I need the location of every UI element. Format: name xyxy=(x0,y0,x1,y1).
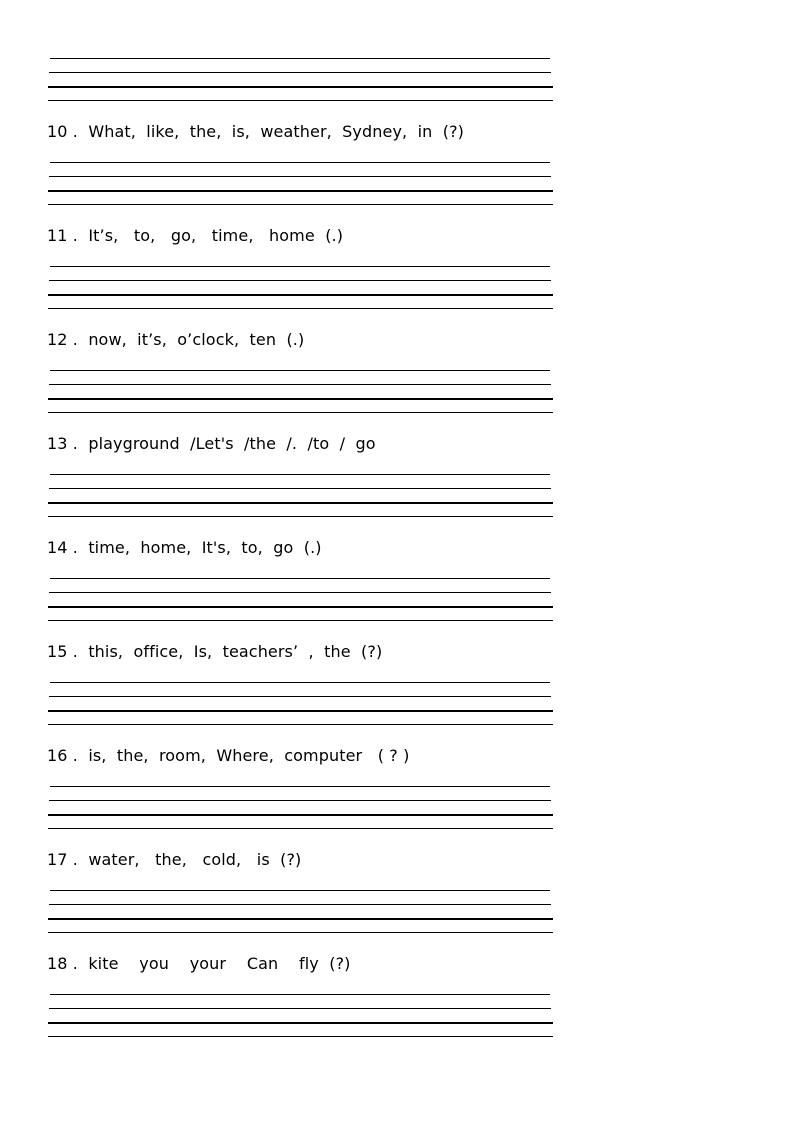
writing-line xyxy=(48,204,553,205)
question-separator: . xyxy=(67,226,89,245)
question-14 xyxy=(47,538,322,558)
writing-line xyxy=(48,814,553,816)
writing-line xyxy=(48,294,553,296)
writing-line xyxy=(50,162,550,163)
writing-line xyxy=(49,800,551,801)
question-separator: . xyxy=(67,330,89,349)
writing-lines-q9[interactable] xyxy=(48,58,553,102)
writing-line xyxy=(48,398,553,400)
writing-lines-q12[interactable] xyxy=(48,370,553,414)
writing-line xyxy=(50,474,550,475)
question-prompt: now, it’s, o’clock, ten (.) xyxy=(88,330,305,349)
writing-lines-q11[interactable] xyxy=(48,266,553,310)
question-number: 14 xyxy=(47,538,68,557)
writing-line xyxy=(48,606,553,608)
writing-line xyxy=(48,190,553,192)
writing-lines-q15[interactable] xyxy=(48,682,553,726)
question-prompt: this, office, Is, teachers’ , the (?) xyxy=(88,642,383,661)
question-12 xyxy=(47,330,304,350)
question-13 xyxy=(47,434,376,454)
question-18 xyxy=(47,954,351,974)
writing-line xyxy=(48,1022,553,1024)
writing-line xyxy=(48,516,553,517)
writing-line xyxy=(48,828,553,829)
writing-line xyxy=(50,58,550,59)
question-number: 16 xyxy=(47,746,68,765)
question-number: 15 xyxy=(47,642,68,661)
writing-line xyxy=(49,72,551,73)
question-separator: . xyxy=(67,746,89,765)
writing-line xyxy=(49,1008,551,1009)
writing-line xyxy=(49,176,551,177)
question-prompt: playground /Let's /the /. /to / go xyxy=(88,434,376,453)
writing-line xyxy=(50,994,550,995)
writing-lines-q18[interactable] xyxy=(48,994,553,1038)
writing-lines-q10[interactable] xyxy=(48,162,553,206)
question-15 xyxy=(47,642,382,662)
question-separator: . xyxy=(67,954,89,973)
question-number: 12 xyxy=(47,330,68,349)
writing-line xyxy=(49,384,551,385)
writing-line xyxy=(50,266,550,267)
question-prompt: What, like, the, is, weather, Sydney, in (?) xyxy=(88,122,465,141)
writing-lines-q16[interactable] xyxy=(48,786,553,830)
writing-line xyxy=(50,786,550,787)
question-separator: . xyxy=(67,122,89,141)
writing-line xyxy=(48,724,553,725)
question-prompt: is, the, room, Where, computer ( ? ) xyxy=(88,746,410,765)
question-prompt: It’s, to, go, time, home (.) xyxy=(88,226,344,245)
writing-line xyxy=(49,488,551,489)
writing-line xyxy=(49,280,551,281)
writing-line xyxy=(48,932,553,933)
writing-line xyxy=(48,308,553,309)
writing-line xyxy=(48,412,553,413)
writing-line xyxy=(48,710,553,712)
question-prompt: kite you your Can fly (?) xyxy=(88,954,351,973)
question-separator: . xyxy=(67,642,89,661)
question-prompt: time, home, It's, to, go (.) xyxy=(88,538,322,557)
writing-line xyxy=(49,592,551,593)
question-number: 13 xyxy=(47,434,68,453)
question-prompt: water, the, cold, is (?) xyxy=(88,850,302,869)
question-number: 17 xyxy=(47,850,68,869)
writing-line xyxy=(50,370,550,371)
question-16 xyxy=(47,746,409,766)
writing-lines-q14[interactable] xyxy=(48,578,553,622)
writing-lines-q13[interactable] xyxy=(48,474,553,518)
writing-line xyxy=(48,918,553,920)
question-17 xyxy=(47,850,301,870)
question-separator: . xyxy=(67,538,89,557)
question-number: 18 xyxy=(47,954,68,973)
writing-line xyxy=(48,620,553,621)
question-10 xyxy=(47,122,464,142)
writing-lines-q17[interactable] xyxy=(48,890,553,934)
writing-line xyxy=(50,578,550,579)
question-11 xyxy=(47,226,343,246)
writing-line xyxy=(48,86,553,88)
question-separator: . xyxy=(67,850,89,869)
question-separator: . xyxy=(67,434,89,453)
writing-line xyxy=(48,100,553,101)
writing-line xyxy=(50,682,550,683)
writing-line xyxy=(49,904,551,905)
question-number: 10 xyxy=(47,122,68,141)
writing-line xyxy=(48,502,553,504)
writing-line xyxy=(48,1036,553,1037)
writing-line xyxy=(49,696,551,697)
question-number: 11 xyxy=(47,226,68,245)
writing-line xyxy=(50,890,550,891)
